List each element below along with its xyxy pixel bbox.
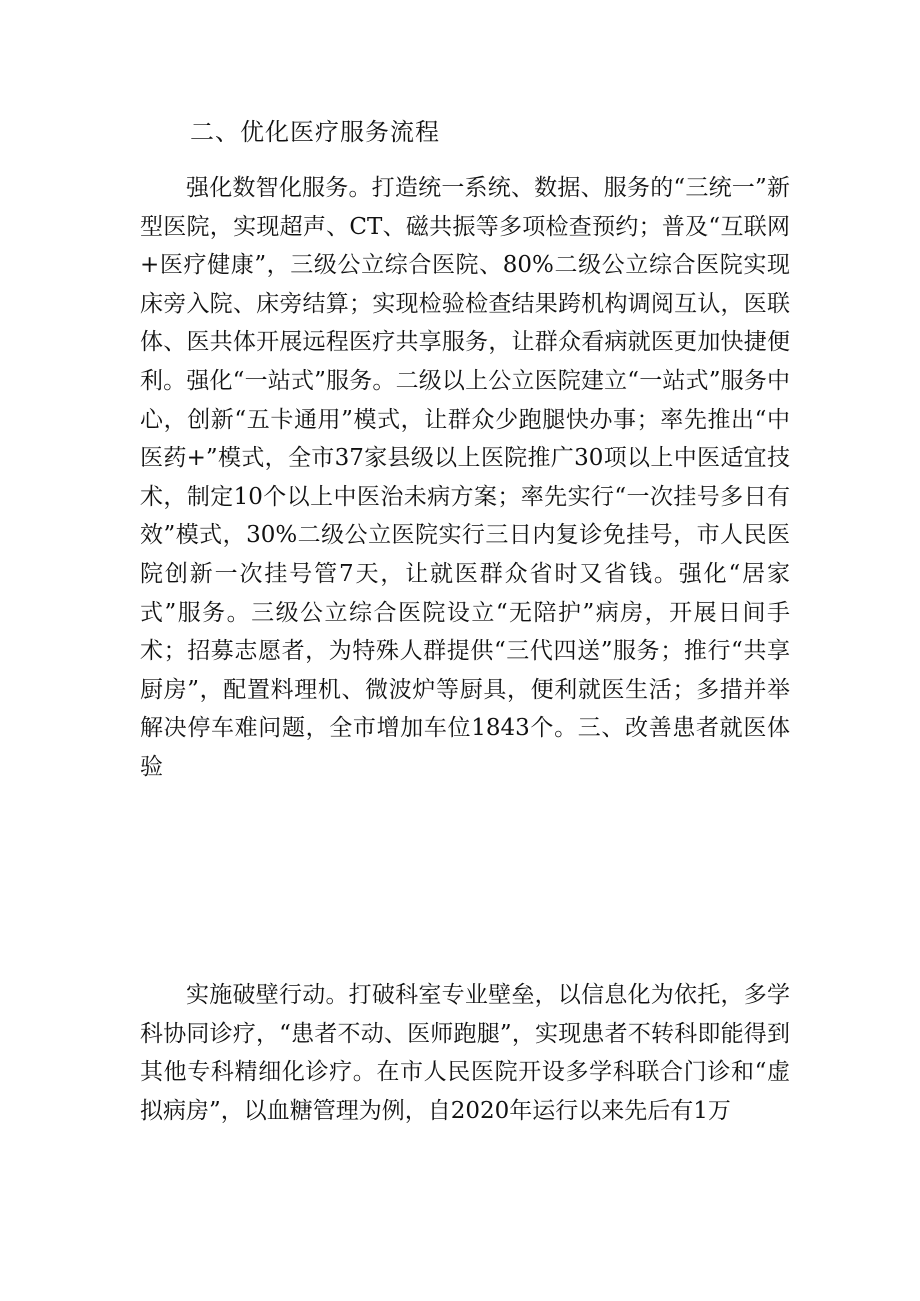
section-heading: 二、优化医疗服务流程 — [190, 118, 440, 146]
body-paragraph-breaking-barriers: 实施破壁行动。打破科室专业壁垒，以信息化为依托，多学科协同诊疗，“患者不动、医师跑腿”，实现患者不转科即能得到其他专科精细化诊疗。在市人民医院开设多学科联合门诊和“虚拟病房”，以血糖管理为例，自2020年运行以来先后有1万 — [140, 982, 790, 1124]
body-paragraph-digital-services: 强化数智化服务。打造统一系统、数据、服务的“三统一”新型医院，实现超声、CT、磁共振等多项检查预约；普及“互联网+医疗健康”，三级公立综合医院、80%二级公立综合医院实现床旁入院、床旁结算；实现检验检查结果跨机构调阅互认，医联体、医共体开展远程医疗共享服务，让群众看病就医更加快捷便利。强化“一站式”服务。二级以上公立医院建立“一站式”服务中心，创新“五卡通用”模式，让群众少跑腿快办事；率先推出“中医药+”模式，全市37家县级以上医院推广30项以上中医适宜技术，制定10个以上中医治未病方案；率先实行“一次挂号多日有效”模式，30%二级公立医院实行三日内复诊免挂号，市人民医院创新一次挂号管7天，让就医群众省时又省钱。强化“居家式”服务。三级公立综合医院设立“无陪护”病房，开展日间手术；招募志愿者，为特殊人群提供“三代四送”服务；推行“共享厨房”，配置料理机、微波炉等厨具，便利就医生活；多措并举解决停车难问题，全市增加车位1843个。三、改善患者就医体验 — [140, 175, 790, 780]
